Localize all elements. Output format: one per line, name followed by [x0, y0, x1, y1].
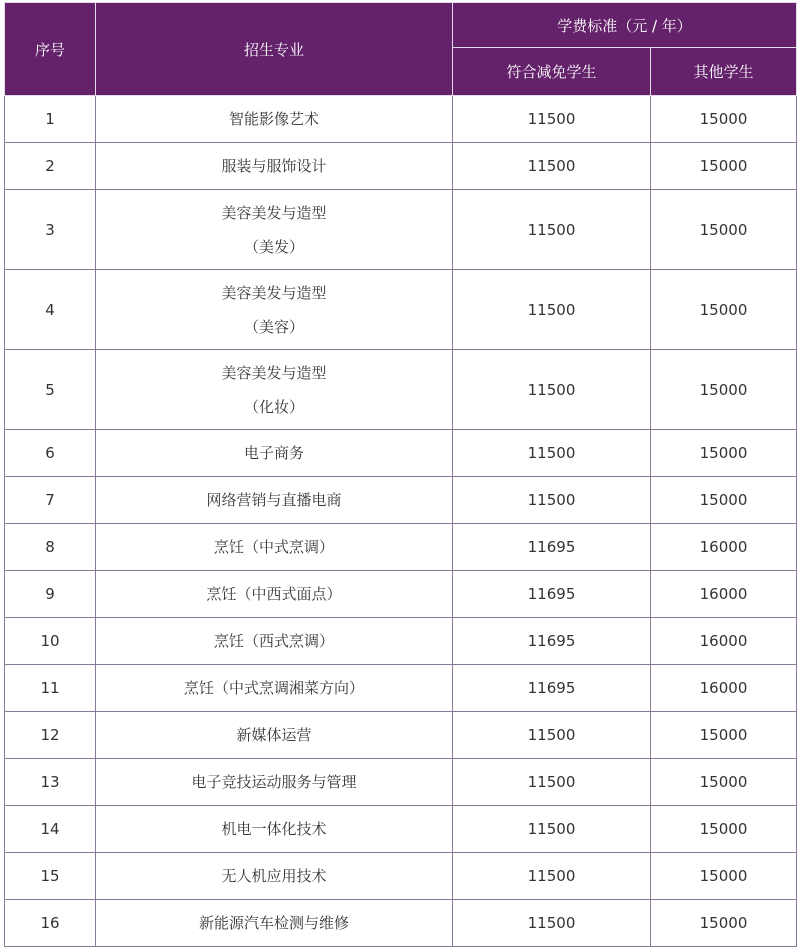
- row-number: 8: [5, 524, 96, 571]
- row-number: 14: [5, 806, 96, 853]
- fee-others: 16000: [651, 665, 797, 712]
- major-name-cell: [96, 900, 453, 947]
- fee-others: 15000: [651, 806, 797, 853]
- header-other-students: 其他学生: [651, 48, 797, 96]
- table-row: [5, 618, 797, 665]
- major-name-cell: [96, 143, 453, 190]
- fee-others: 15000: [651, 712, 797, 759]
- fee-others: 15000: [651, 759, 797, 806]
- header-eligible-students: 符合减免学生: [453, 48, 651, 96]
- fee-eligible: 11500: [453, 270, 651, 350]
- major-name-line: 烹饪（西式烹调）: [213, 632, 334, 650]
- major-name-line: 美容美发与造型: [221, 203, 327, 222]
- fee-eligible: 11500: [453, 900, 651, 947]
- fee-others: 15000: [651, 143, 797, 190]
- fee-eligible: 11500: [453, 190, 651, 270]
- table-row: [5, 270, 797, 350]
- major-name-line: 新能源汽车检测与维修: [198, 914, 349, 932]
- table-row: [5, 759, 797, 806]
- table-row: [5, 665, 797, 712]
- fee-eligible: 11695: [453, 618, 651, 665]
- major-name-cell: [96, 477, 453, 524]
- major-name-line: 新媒体运营: [236, 726, 312, 744]
- table-row: [5, 806, 797, 853]
- major-name-line: 美容美发与造型: [221, 283, 327, 302]
- table-row: [5, 524, 797, 571]
- major-name-cell: [96, 190, 453, 270]
- fee-eligible: 11500: [453, 350, 651, 430]
- major-name-cell: [96, 430, 453, 477]
- fee-others: 16000: [651, 524, 797, 571]
- major-name-line: 网络营销与直播电商: [206, 491, 342, 509]
- row-number: 3: [5, 190, 96, 270]
- major-name-line: 电子商务: [243, 444, 304, 462]
- fee-eligible: 11695: [453, 524, 651, 571]
- fee-others: 15000: [651, 477, 797, 524]
- major-name-line: （化妆）: [243, 397, 304, 416]
- fee-others: 15000: [651, 190, 797, 270]
- major-name-line: 机电一体化技术: [221, 820, 327, 838]
- header-seq: 序号: [5, 3, 96, 96]
- table-row: [5, 900, 797, 947]
- fee-others: 15000: [651, 96, 797, 143]
- fee-others: 15000: [651, 900, 797, 947]
- header-major: 招生专业: [96, 3, 453, 96]
- major-name-line: 智能影像艺术: [228, 110, 319, 128]
- fee-eligible: 11500: [453, 96, 651, 143]
- row-number: 16: [5, 900, 96, 947]
- major-name-cell: [96, 571, 453, 618]
- major-name-cell: [96, 759, 453, 806]
- fee-others: 15000: [651, 430, 797, 477]
- major-name-line: 烹饪（中式烹调湘菜方向）: [183, 679, 364, 697]
- major-name-cell: [96, 350, 453, 430]
- major-name-cell: [96, 806, 453, 853]
- major-name-cell: [96, 524, 453, 571]
- table-row: [5, 430, 797, 477]
- major-name-line: 烹饪（中式烹调）: [213, 538, 334, 556]
- major-name-cell: [96, 665, 453, 712]
- table-row: [5, 712, 797, 759]
- row-number: 6: [5, 430, 96, 477]
- row-number: 15: [5, 853, 96, 900]
- major-name-line: （美容）: [243, 317, 304, 336]
- fee-eligible: 11500: [453, 712, 651, 759]
- major-name-cell: [96, 270, 453, 350]
- major-name-line: 无人机应用技术: [221, 867, 327, 885]
- row-number: 5: [5, 350, 96, 430]
- header-fee-group: 学费标准（元 / 年）: [453, 3, 797, 48]
- row-number: 9: [5, 571, 96, 618]
- fee-others: 15000: [651, 270, 797, 350]
- major-name-cell: [96, 618, 453, 665]
- row-number: 2: [5, 143, 96, 190]
- table-row: [5, 143, 797, 190]
- table-row: [5, 96, 797, 143]
- major-name-line: 烹饪（中西式面点）: [206, 585, 342, 603]
- row-number: 12: [5, 712, 96, 759]
- major-name-line: 电子竞技运动服务与管理: [191, 773, 357, 791]
- table-header: [5, 3, 797, 96]
- row-number: 1: [5, 96, 96, 143]
- major-name-cell: [96, 96, 453, 143]
- table-row: [5, 571, 797, 618]
- row-number: 11: [5, 665, 96, 712]
- fee-eligible: 11500: [453, 477, 651, 524]
- major-name-line: 服装与服饰设计: [221, 157, 327, 175]
- fee-others: 16000: [651, 571, 797, 618]
- fee-eligible: 11695: [453, 665, 651, 712]
- tuition-table: [4, 2, 797, 947]
- row-number: 13: [5, 759, 96, 806]
- major-name-cell: [96, 712, 453, 759]
- fee-others: 15000: [651, 853, 797, 900]
- table-body: [5, 96, 797, 947]
- major-name-cell: [96, 853, 453, 900]
- fee-eligible: 11500: [453, 143, 651, 190]
- row-number: 7: [5, 477, 96, 524]
- table-row: [5, 350, 797, 430]
- fee-others: 16000: [651, 618, 797, 665]
- table-row: [5, 853, 797, 900]
- fee-others: 15000: [651, 350, 797, 430]
- major-name-line: （美发）: [243, 237, 304, 256]
- row-number: 4: [5, 270, 96, 350]
- row-number: 10: [5, 618, 96, 665]
- fee-eligible: 11500: [453, 430, 651, 477]
- table-row: [5, 190, 797, 270]
- major-name-line: 美容美发与造型: [221, 363, 327, 382]
- fee-eligible: 11695: [453, 571, 651, 618]
- fee-eligible: 11500: [453, 853, 651, 900]
- fee-eligible: 11500: [453, 806, 651, 853]
- table-row: [5, 477, 797, 524]
- fee-eligible: 11500: [453, 759, 651, 806]
